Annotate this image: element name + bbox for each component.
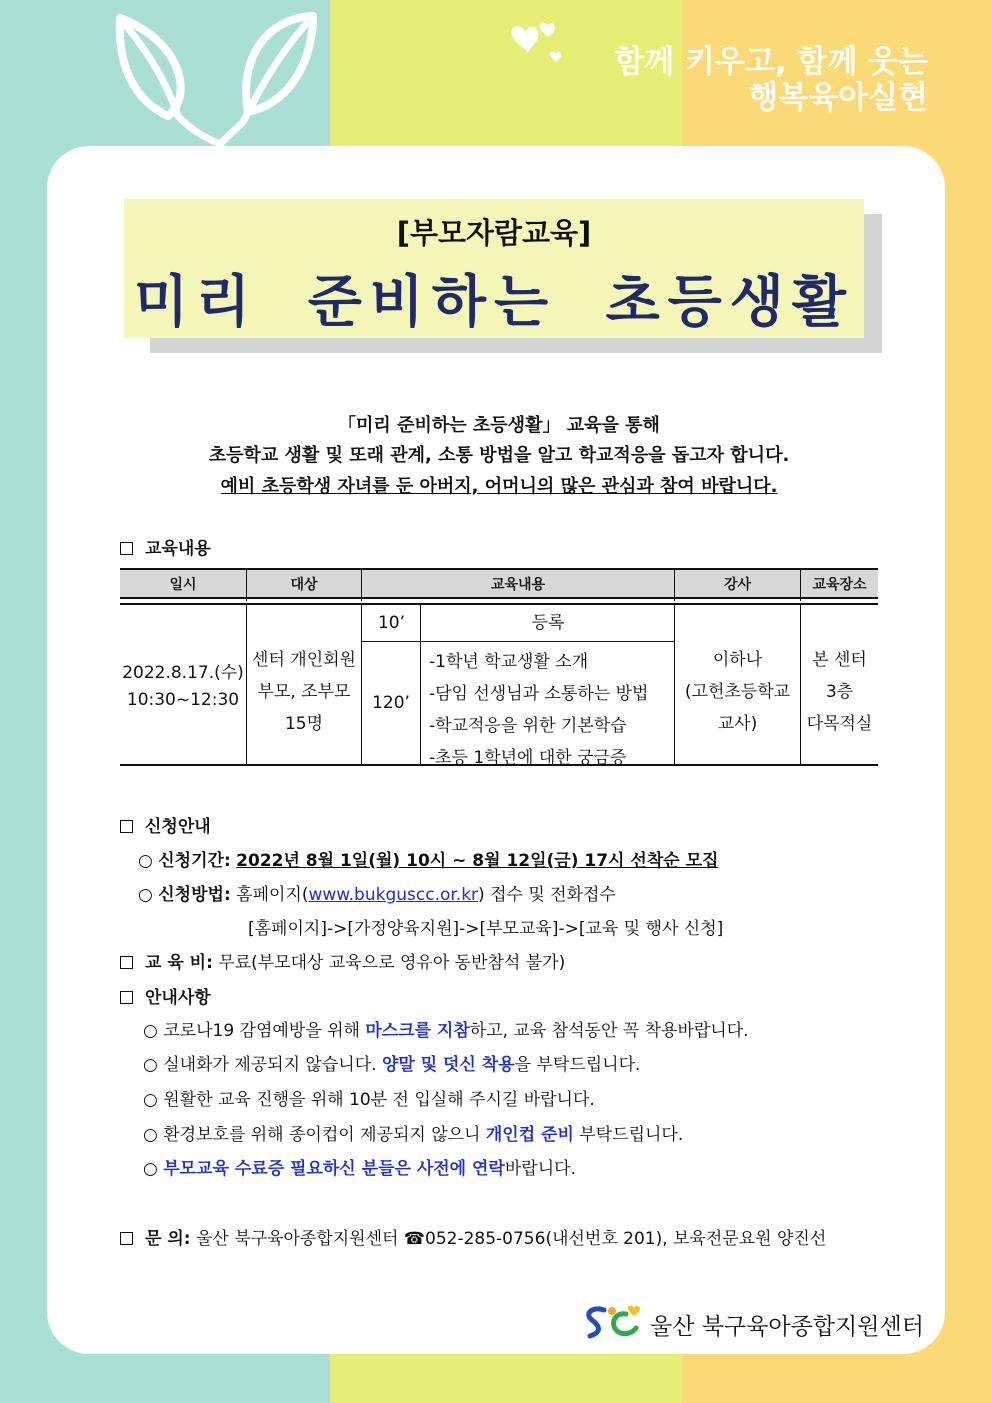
period-label: 신청기간: [158, 851, 231, 871]
notice-item: ○ 원활한 교육 진행을 위해 10분 전 입실해 주시길 바랍니다. [143, 1090, 595, 1110]
intro-line3: 예비 초등학생 자녀를 둔 아버지, 어머니의 많은 관심과 참여 바랍니다. [220, 476, 778, 497]
circle-bullet-icon: ○ [143, 1159, 164, 1179]
method-label: 신청방법: [158, 885, 231, 905]
org-name: 울산 북구육아종합지원센터 [650, 1314, 924, 1340]
cell-teacher [675, 605, 801, 766]
slogan-line1: 함께 키우고, 함께 웃는 [614, 44, 928, 80]
teacher-line2: (고헌초등학교 [684, 682, 791, 702]
header-cell-teacher: 강사 [675, 570, 801, 601]
footer-org [582, 1302, 924, 1342]
circle-bullet-icon: ○ [138, 851, 159, 871]
org-logo-icon [582, 1302, 646, 1342]
method-path: [홈페이지]->[가정양육지원]->[부모교육]->[교육 및 행사 신청] [248, 919, 724, 939]
time-text: 10:30~12:30 [126, 690, 240, 710]
cell-datetime [120, 605, 247, 766]
place-line3: 다목적실 [806, 714, 873, 734]
target-line1: 센터 개인회원 [252, 650, 356, 670]
cell-target [247, 605, 362, 766]
header-cell-place: 교육장소 [812, 577, 867, 593]
page-title: 미리 준비하는 초등생활 [134, 270, 854, 335]
checkbox-square-icon [120, 1232, 133, 1245]
section-heading-apply [120, 812, 211, 837]
slogan-line2: 행복육아실현 [748, 80, 928, 116]
fee-row [120, 948, 565, 973]
leaf-icon [108, 12, 318, 147]
inquiry-row [120, 1224, 826, 1249]
target-line3: 15명 [284, 714, 324, 734]
circle-bullet-icon: ○ [143, 1055, 164, 1075]
header-cell-date: 일시 [120, 570, 247, 601]
section-label: 교육내용 [145, 539, 211, 559]
teacher-line3: 교사) [717, 714, 758, 734]
target-line2: 부모, 조부모 [257, 682, 351, 702]
section-label: 안내사항 [145, 988, 211, 1008]
notice-item: ○ 환경보호를 위해 종이컵이 제공되지 않으니 개인컵 준비 부탁드립니다. [143, 1125, 684, 1145]
circle-bullet-icon: ○ [143, 1125, 164, 1145]
content-row1: 등록 [421, 605, 675, 642]
notice-item: ○ 실내화가 제공되지 않습니다. 양말 및 덧신 착용을 부탁드립니다. [143, 1055, 641, 1075]
inquiry-value: 울산 북구육아종합지원센터 ☎052-285-0756(내선번호 201), 보육전문요원 양진선 [195, 1229, 827, 1249]
apply-period [138, 846, 718, 871]
method-pre: 홈페이지( [236, 885, 309, 905]
date-text: 2022.8.17.(수) [122, 663, 244, 683]
method-post: ) 접수 및 전화접수 [478, 885, 616, 905]
period-value: 2022년 8월 1일(월) 10시 ~ 8월 12일(금) 17시 선착순 모집 [236, 851, 719, 871]
cell-place [801, 605, 878, 766]
intro-line2: 초등학교 생활 및 또래 관계, 소통 방법을 알고 학교적응을 돕고자 합니다. [208, 445, 790, 466]
checkbox-square-icon [120, 542, 133, 555]
place-line2: 3층 [825, 682, 854, 702]
apply-method [138, 880, 616, 905]
teacher-line1: 이하나 [712, 650, 763, 670]
header-cell-content: 교육내용 [362, 570, 675, 601]
cell-duration [362, 605, 421, 766]
content-item4: -초등 1학년에 대한 궁금증 [429, 748, 627, 768]
circle-bullet-icon: ○ [143, 1021, 164, 1041]
notice-item: ○ 부모교육 수료증 필요하신 분들은 사전에 연락바랍니다. [143, 1159, 576, 1179]
place-line1: 본 센터 [812, 650, 867, 670]
checkbox-square-icon [120, 820, 133, 833]
title-box [124, 199, 864, 338]
section-heading-content [120, 534, 211, 559]
fee-value: 무료(부모대상 교육으로 영유아 동반참석 불가) [218, 953, 566, 973]
table-body [120, 603, 878, 766]
duration-row2: 120’ [372, 693, 410, 713]
title-subtitle: [부모자람교육] [396, 216, 592, 250]
checkbox-square-icon [120, 991, 133, 1004]
checkbox-square-icon [120, 956, 133, 969]
slogan [614, 44, 928, 116]
content-item3: -학교적응을 위한 기본학습 [429, 716, 627, 736]
section-label: 신청안내 [145, 817, 211, 837]
header-cell-target: 대상 [247, 570, 362, 601]
content-item1: -1학년 학교생활 소개 [429, 652, 589, 672]
section-heading-notice [120, 983, 211, 1008]
hearts-icon [508, 18, 568, 68]
circle-bullet-icon: ○ [143, 1090, 164, 1110]
circle-bullet-icon: ○ [138, 885, 159, 905]
inquiry-label: 문 의: [145, 1229, 191, 1249]
fee-label: 교 육 비: [145, 953, 213, 973]
notice-item: ○ 코로나19 감염예방을 위해 마스크를 지참하고, 교육 참석동안 꼭 착용바랍니다. [143, 1021, 749, 1041]
cell-content [421, 605, 675, 766]
table-header-row [120, 568, 878, 599]
content-item2: -담임 선생님과 소통하는 방법 [429, 684, 649, 704]
intro-line1: 「미리 준비하는 초등생활」 교육을 통해 [338, 415, 660, 436]
homepage-link[interactable]: www.bukguscc.or.kr [308, 885, 479, 905]
duration-row1: 10’ [362, 605, 421, 642]
